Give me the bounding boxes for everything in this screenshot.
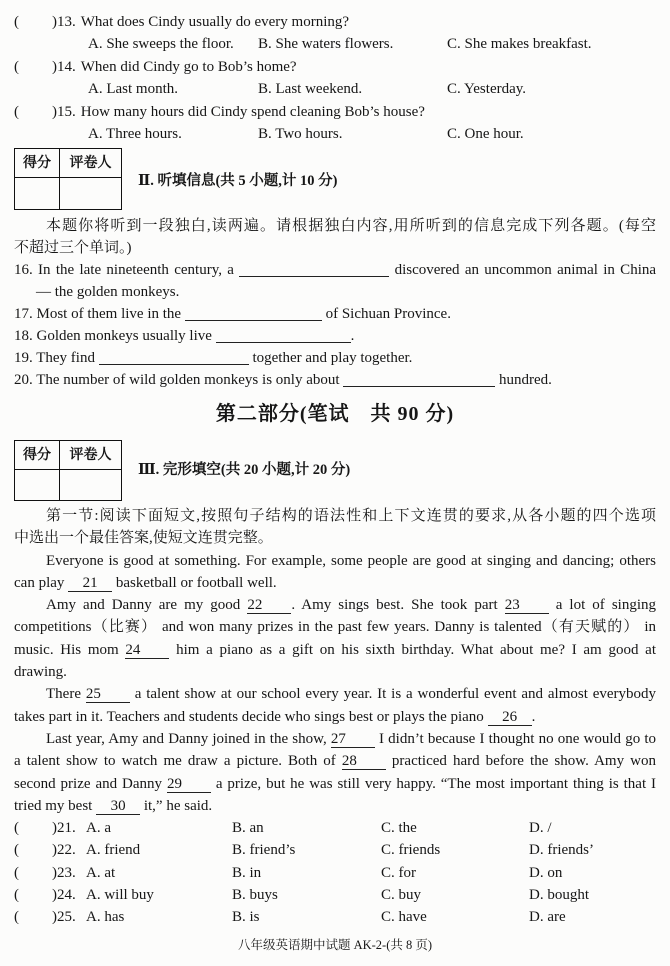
option-c: C. One hour. (447, 125, 524, 142)
option-b: B. friend’s (232, 842, 296, 859)
answer-bracket: ( (14, 842, 19, 859)
question-15 (14, 101, 656, 123)
options-15 (14, 123, 656, 145)
passage-line (14, 616, 656, 638)
option-b: B. buys (232, 887, 278, 904)
answer-blank (185, 310, 322, 321)
instruction-line: 第一节:阅读下面短文,按照句子结构的语法性和上下文连贯的要求,从各小题的四个选项 (46, 508, 656, 524)
option-a: A. at (86, 864, 116, 881)
passage-text: can play (14, 574, 65, 591)
passage-text: him a piano as a gift on his sixth birthday. What about me? I am good at (176, 641, 656, 658)
blank-number: 27 (331, 732, 375, 748)
item-text: hundred. (499, 372, 552, 388)
passage-text: . Amy sings best. She took part (291, 597, 498, 614)
passage-text: it,” he said. (143, 797, 213, 814)
score-label: 得分 (15, 441, 60, 470)
option-c: C. for (381, 864, 416, 881)
passage-text: music. His mom (14, 641, 119, 658)
option-b: B. Two hours. (258, 125, 343, 142)
item-text: 17. Most of them live in the (14, 306, 182, 322)
blank-number: 22 (247, 598, 291, 614)
passage-text: tried my best (14, 797, 93, 814)
passage-text: second prize and Danny (14, 775, 163, 792)
option-b: B. is (232, 909, 260, 926)
question-21 (14, 817, 656, 839)
item-text: 18. Golden monkeys usually live (14, 328, 212, 344)
question-24 (14, 884, 656, 906)
score-label: 得分 (15, 149, 60, 178)
passage-line (14, 639, 656, 661)
passage-line (14, 550, 656, 572)
option-c: C. She makes breakfast. (447, 36, 592, 53)
question-number: )22. (52, 842, 76, 859)
passage-text: a prize, but he was still very happy. “The most important thing is that I (215, 775, 656, 792)
question-number: )21. (52, 820, 76, 837)
passage-line (14, 661, 656, 683)
passage-line (14, 773, 656, 795)
item-text: 19. They find (14, 350, 95, 366)
options-13 (14, 33, 656, 55)
question-text: What does Cindy usually do every morning? (80, 14, 350, 30)
grader-cell (60, 178, 121, 209)
blank-number: 30 (96, 799, 140, 815)
passage-line (14, 594, 656, 616)
blank-number: 23 (505, 598, 549, 614)
grader-label: 评卷人 (60, 149, 121, 178)
passage-text: a talent show to watch me draw a picture. Both of (14, 753, 336, 770)
answer-bracket: ( (14, 103, 19, 120)
passage-line (14, 706, 656, 728)
item-text: 16. In the late nineteenth century, a (14, 262, 234, 278)
passage-text: basketball or football well. (115, 574, 277, 591)
option-d: D. are (529, 909, 566, 926)
option-a: A. a (86, 820, 111, 837)
passage-text: a talent show at our school every year. It is a wonderful event and almost everybody (134, 686, 656, 703)
answer-blank (216, 332, 351, 343)
answer-blank (343, 376, 495, 387)
passage-text: I didn’t because I thought no one would go to (379, 730, 656, 747)
answer-bracket: ( (14, 58, 19, 75)
grader-label: 评卷人 (60, 441, 121, 470)
passage-text: drawing. (14, 664, 67, 681)
fill-item-17 (14, 303, 656, 325)
passage-text: practiced hard before the show. Amy won (391, 753, 656, 770)
option-d: D. friends’ (529, 842, 594, 859)
option-c: C. the (381, 820, 417, 837)
score-cell (15, 178, 60, 209)
passage-line (14, 728, 656, 750)
answer-bracket: ( (14, 887, 19, 904)
option-a: A. Three hours. (88, 125, 182, 142)
option-a: A. has (86, 909, 125, 926)
option-a: A. friend (86, 842, 141, 859)
question-13 (14, 11, 656, 33)
option-c: C. have (381, 909, 427, 926)
answer-blank (239, 266, 389, 277)
passage-text: takes part in it. Teachers and students decide who sings best or plays the piano (14, 708, 484, 725)
blank-number: 21 (68, 576, 112, 592)
blank-number: 28 (342, 754, 386, 770)
question-22 (14, 839, 656, 861)
item-text: . (350, 328, 355, 344)
answer-blank (99, 354, 249, 365)
fill-item-18 (14, 325, 656, 347)
passage-text: There (46, 686, 81, 703)
fill-item-20 (14, 369, 656, 391)
blank-number: 24 (125, 643, 169, 659)
score-cell (15, 470, 60, 500)
options-14 (14, 78, 656, 100)
item-text: of Sichuan Province. (325, 306, 451, 322)
answer-bracket: ( (14, 820, 19, 837)
part-two-title: 第二部分(笔试 共 90 分) (215, 403, 455, 425)
answer-bracket: ( (14, 909, 19, 926)
score-table (14, 148, 122, 210)
question-text: How many hours did Cindy spend cleaning Bob’s house? (80, 103, 425, 120)
option-b: B. in (232, 864, 262, 881)
answer-bracket: ( (14, 14, 19, 30)
passage-line (14, 572, 656, 594)
option-a: A. Last month. (88, 81, 178, 98)
passage-text: . (531, 708, 536, 725)
answer-bracket: ( (14, 864, 19, 881)
section-heading-cloze: Ⅲ. 完形填空(共 20 小题,计 20 分) (138, 462, 351, 478)
option-d: D. bought (529, 887, 589, 904)
option-d: D. / (529, 820, 552, 837)
page-footer: 八年级英语期中试题 AK-2-(共 8 页) (237, 938, 433, 952)
passage-line (14, 683, 656, 705)
blank-number: 25 (86, 687, 130, 703)
instruction-line: 本题你将听到一段独白,读两遍。请根据独白内容,用所听到的信息完成下列各题。(每空 (46, 218, 656, 234)
option-c: C. buy (381, 887, 422, 904)
instruction-line: 中选出一个最佳答案,使短文连贯完整。 (14, 530, 273, 547)
question-number: )25. (52, 909, 76, 926)
option-b: B. She waters flowers. (258, 36, 394, 53)
passage-text: competitions（比赛） and won many prizes in the past few years. Danny is talented（有天赋的） in (14, 619, 656, 636)
blank-number: 29 (167, 777, 211, 793)
passage-line (14, 750, 656, 772)
passage-text: Last year, Amy and Danny joined in the show, (46, 730, 327, 747)
passage-text: Amy and Danny are my good (46, 597, 241, 614)
option-a: A. She sweeps the floor. (88, 36, 234, 53)
listening-choice-block (14, 11, 656, 145)
question-25 (14, 906, 656, 928)
passage-text: Everyone is good at something. For example, some people are good at singing and dancing; others (46, 552, 656, 569)
question-14 (14, 56, 656, 78)
question-number: )23. (52, 864, 76, 881)
listening-fill-block (14, 215, 656, 391)
fill-item-19 (14, 347, 656, 369)
cloze-block (14, 505, 656, 929)
option-c: C. friends (381, 842, 441, 859)
fill-item-16 (14, 259, 656, 281)
question-23 (14, 862, 656, 884)
question-text: When did Cindy go to Bob’s home? (80, 58, 297, 75)
option-b: B. Last weekend. (258, 81, 363, 98)
section-heading-listening-fill: Ⅱ. 听填信息(共 5 小题,计 10 分) (138, 173, 338, 189)
instruction-line: 不超过三个单词。) (14, 240, 132, 256)
question-number: )24. (52, 887, 76, 904)
item-text: discovered an uncommon animal in China (394, 262, 656, 278)
option-c: C. Yesterday. (447, 81, 527, 98)
passage-line (14, 795, 656, 817)
grader-cell (60, 470, 121, 500)
question-number: )14. (52, 58, 76, 75)
item-text: together and play together. (252, 350, 413, 366)
item-text: 20. The number of wild golden monkeys is only about (14, 372, 340, 388)
option-d: D. on (529, 864, 563, 881)
score-table (14, 440, 122, 501)
fill-item-16-continued: — the golden monkeys. (36, 284, 180, 300)
option-a: A. will buy (86, 887, 154, 904)
passage-text: a lot of singing (555, 597, 656, 614)
blank-number: 26 (488, 710, 532, 726)
question-number: )15. (52, 103, 76, 120)
option-b: B. an (232, 820, 264, 837)
question-number: )13. (52, 14, 76, 30)
